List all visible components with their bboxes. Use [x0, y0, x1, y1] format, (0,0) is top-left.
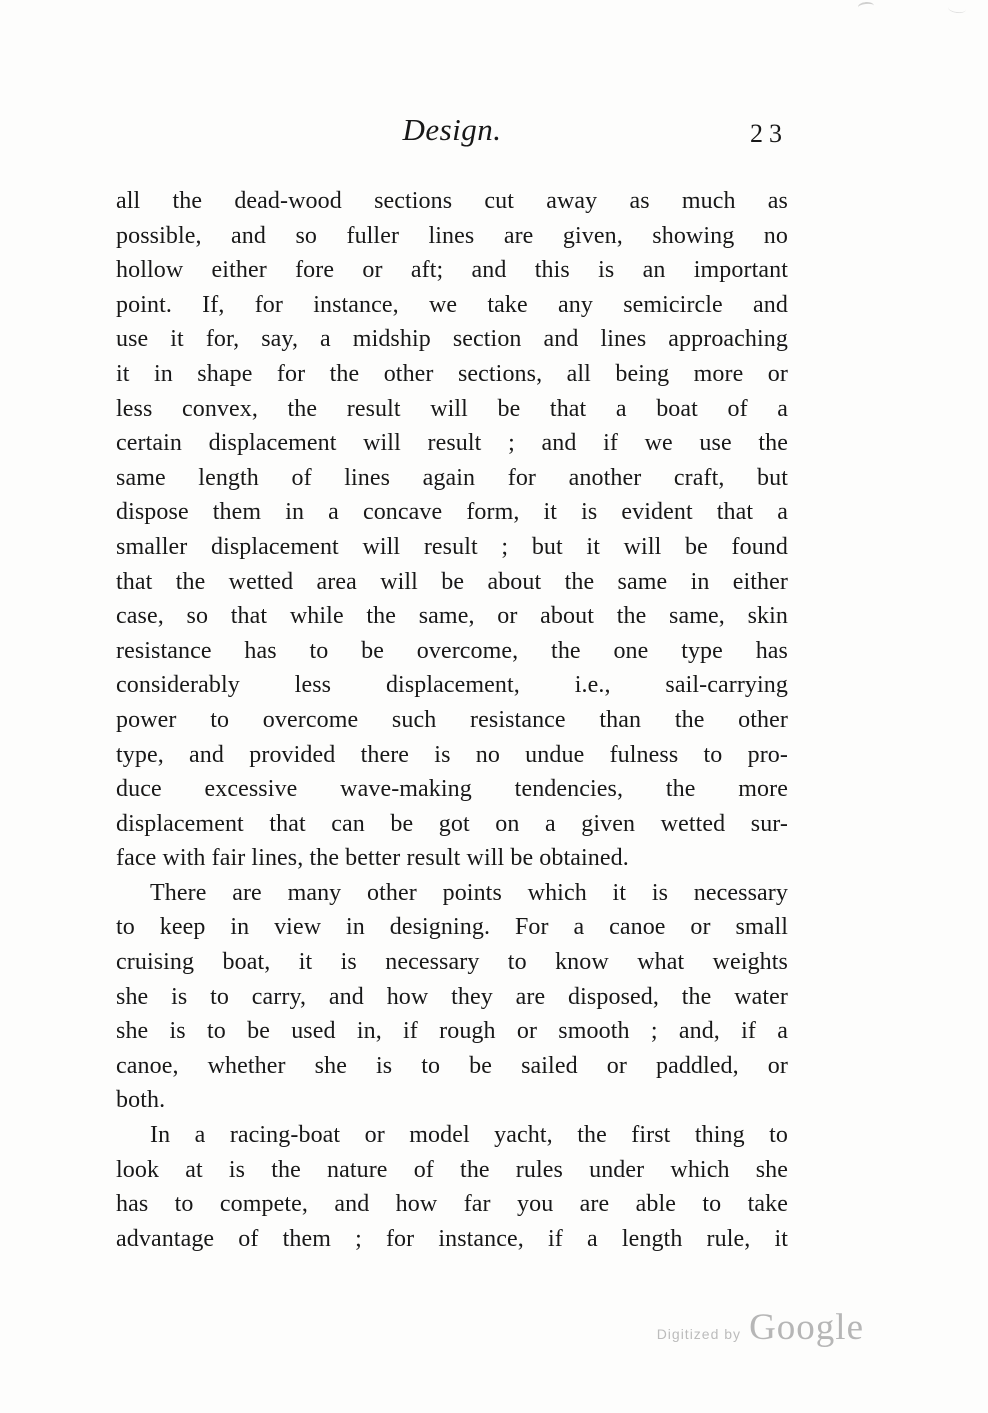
text-line: duce excessive wave-making tendencies, the more	[116, 776, 788, 803]
text-line: advantage of them ; for instance, if a length rule, it	[116, 1225, 788, 1252]
text-line: displacement that can be got on a given wetted sur-	[116, 810, 788, 837]
text-line: point. If, for instance, we take any semicircle and	[116, 291, 788, 318]
running-title: Design.	[402, 112, 502, 147]
paragraph	[116, 184, 788, 876]
text-line: same length of lines again for another craft, but	[116, 464, 788, 491]
text-block	[116, 112, 788, 1256]
text-line: dispose them in a concave form, it is evident that a	[116, 499, 788, 526]
text-line: to keep in view in designing. For a canoe or small	[116, 914, 788, 941]
text-line: cruising boat, it is necessary to know what weights	[116, 949, 788, 976]
body-text	[116, 184, 788, 1256]
text-line: all the dead-wood sections cut away as much as	[116, 188, 788, 214]
page-number: 23	[750, 119, 788, 148]
text-line: use it for, say, a midship section and lines approaching	[116, 326, 788, 353]
text-line: certain displacement will result ; and if we use the	[116, 430, 788, 457]
text-line: she is to be used in, if rough or smooth ; and, if a	[116, 1018, 788, 1045]
text-line: resistance has to be overcome, the one type has	[116, 637, 788, 664]
text-line: In a racing-boat or model yacht, the first thing to	[150, 1122, 788, 1149]
text-line: both.	[116, 1087, 166, 1114]
paragraph	[116, 876, 788, 1118]
text-line: hollow either fore or aft; and this is an important	[116, 257, 788, 284]
text-line: There are many other points which it is necessary	[150, 879, 788, 906]
digitized-by-label: Digitized by	[656, 1326, 742, 1342]
text-line: smaller displacement will result ; but it will be found	[116, 533, 788, 560]
text-line: case, so that while the same, or about the same, skin	[116, 603, 788, 630]
text-line: face with fair lines, the better result will be obtained.	[116, 845, 629, 872]
text-line: it in shape for the other sections, all being more or	[116, 360, 788, 387]
text-line: has to compete, and how far you are able to take	[116, 1191, 788, 1218]
text-line: that the wetted area will be about the same in either	[116, 568, 788, 595]
scan-artifact-mark	[858, 1, 875, 12]
text-line: less convex, the result will be that a boat of a	[116, 395, 788, 422]
watermark	[657, 1306, 864, 1349]
text-line: canoe, whether she is to be sailed or paddled, or	[116, 1052, 788, 1079]
text-line: considerably less displacement, i.e., sail-carrying	[116, 672, 788, 699]
text-line: she is to carry, and how they are disposed, the water	[116, 983, 788, 1010]
page-header	[116, 112, 788, 156]
text-line: look at is the nature of the rules under which she	[116, 1156, 788, 1183]
google-logo: Google	[749, 1307, 864, 1348]
scan-artifact-mark	[947, 3, 966, 14]
paragraph	[116, 1118, 788, 1256]
text-line: type, and provided there is no undue fulness to pro-	[116, 741, 788, 768]
text-line: power to overcome such resistance than the other	[116, 706, 788, 733]
text-line: possible, and so fuller lines are given, showing no	[116, 222, 788, 249]
